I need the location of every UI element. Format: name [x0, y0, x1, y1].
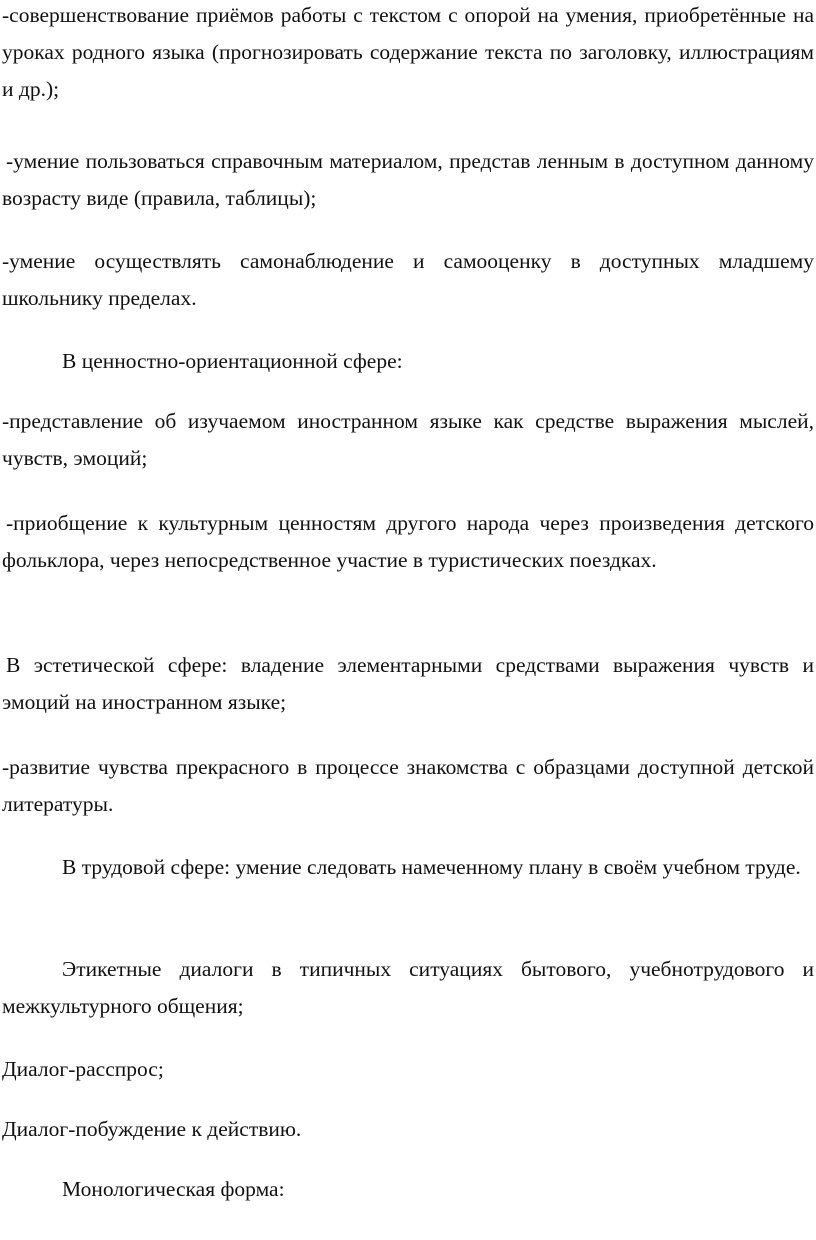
paragraph-self-assessment: -умение осуществлять самонаблюдение и самооценку в доступных младшему школьнику пределах.: [2, 249, 814, 310]
heading-monologue-form: Монологическая форма:: [62, 1177, 285, 1201]
paragraph-language-idea: -представление об изучаемом иностранном языке как средстве выражения мыслей, чувств, эмоций;: [2, 409, 814, 470]
paragraph-dialogue-inquiry: Диалог-расспрос;: [2, 1057, 164, 1081]
paragraph-etiquette-dialogues: Этикетные диалоги в типичных ситуациях бытового, учебнотрудового и межкультурного общения;: [2, 957, 814, 1018]
paragraph-dialogue-incentive: Диалог-побуждение к действию.: [2, 1117, 302, 1141]
paragraph-reference-material: -умение пользоваться справочным материалом, представ ленным в доступном данному возрасту виде (правила, таблицы);: [2, 149, 814, 210]
paragraph-labor-sphere: В трудовой сфере: умение следовать намеченному плану в своём учебном труде.: [62, 855, 801, 879]
paragraph-sense-of-beauty: -развитие чувства прекрасного в процессе знакомства с образцами доступной детской литературы.: [2, 755, 814, 816]
paragraph-cultural-values: -приобщение к культурным ценностям другого народа через произведения детского фольклора, через непосредственное участие в туристических поездках.: [2, 511, 814, 572]
paragraph-text-skills: -совершенствование приёмов работы с текстом с опорой на умения, приобретённые на уроках родного языка (прогнозировать содержание текста по заголовку, иллюстрациям и др.);: [2, 3, 814, 101]
paragraph-aesthetic-sphere: В эстетической сфере: владение элементарными средствами выражения чувств и эмоций на иностранном языке;: [2, 653, 814, 714]
heading-value-sphere: В ценностно-ориентационной сфере:: [62, 349, 403, 373]
